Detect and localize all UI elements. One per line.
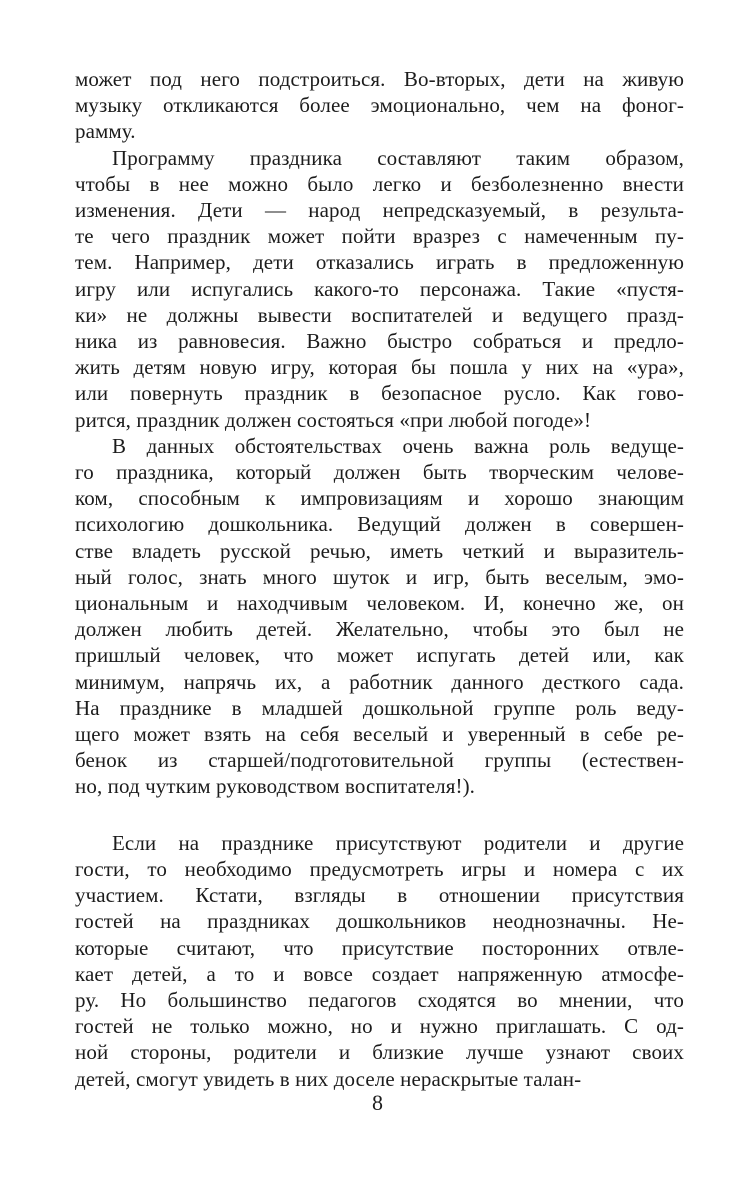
- text-line: рится, праздник должен состояться «при любой погоде»!: [75, 407, 592, 432]
- paragraph: [75, 66, 684, 145]
- text-line: может под него подстроиться. Во-вторых, дети на живую: [75, 67, 684, 91]
- text-line: ника из равновесия. Важно быстро собраться и предло-: [75, 329, 684, 354]
- text-line: гостей на праздниках дошкольников неоднозначны. Не-: [75, 909, 684, 934]
- text-line: или повернуть праздник в безопасное русло. Как гово-: [75, 381, 684, 406]
- text-line: музыку откликаются более эмоционально, чем на фоног-: [75, 93, 684, 118]
- text-line: детей, смогут увидеть в них доселе нераскрытые талан-: [75, 1066, 582, 1091]
- text-line: которые считают, что присутствие посторонних отвле-: [75, 935, 684, 960]
- text-line: бенок из старшей/подготовительной группы (естествен-: [75, 748, 684, 773]
- text-line: психологию дошкольника. Ведущий должен в совершен-: [75, 512, 684, 537]
- text-line: те чего праздник может пойти вразрез с намеченным пу-: [75, 224, 684, 249]
- text-line: ный голос, знать много шуток и игр, быть веселым, эмо-: [75, 564, 684, 589]
- text-line: Программу праздника составляют таким образом,: [112, 145, 684, 170]
- paragraph: [75, 145, 684, 433]
- text-line: участием. Кстати, взгляды в отношении присутствия: [75, 883, 684, 908]
- page-number: 8: [372, 1090, 383, 1115]
- text-line: чтобы в нее можно было легко и безболезненно внести: [75, 171, 684, 196]
- paragraph: [75, 433, 684, 800]
- text-line: гости, то необходимо предусмотреть игры и номера с их: [75, 856, 684, 881]
- text-line: кает детей, а то и вовсе создает напряженную атмосфе-: [75, 961, 684, 986]
- text-line: В данных обстоятельствах очень важна роль ведуще-: [112, 433, 684, 458]
- text-line: пришлый человек, что может испугать детей или, как: [75, 643, 684, 668]
- text-line: рамму.: [75, 119, 136, 144]
- text-line: гостей не только можно, но и нужно приглашать. С од-: [75, 1014, 684, 1039]
- text-line: щего может взять на себя веселый и уверенный в себе ре-: [75, 722, 684, 747]
- page-text: [75, 66, 684, 1092]
- text-line: ки» не должны вывести воспитателей и ведущего празд-: [75, 302, 684, 327]
- text-line: игру или испугались какого-то персонажа. Такие «пустя-: [75, 276, 684, 301]
- text-line: минимум, напрячь их, а работник данного десткого сада.: [75, 669, 684, 694]
- text-line: ком, способным к импровизациям и хорошо знающим: [75, 486, 684, 511]
- text-line: На празднике в младшей дошкольной группе роль веду-: [75, 695, 684, 720]
- text-line: но, под чутким руководством воспитателя!).: [75, 774, 476, 799]
- text-line: Если на празднике присутствуют родители и другие: [112, 830, 684, 855]
- text-line: жить детям новую игру, которая бы пошла у них на «ура»,: [75, 355, 684, 380]
- text-line: циональным и находчивым человеком. И, конечно же, он: [75, 591, 684, 616]
- text-line: ру. Но большинство педагогов сходятся во мнении, что: [75, 987, 684, 1012]
- text-line: тем. Например, дети отказались играть в предложенную: [75, 250, 684, 275]
- text-line: го праздника, который должен быть творческим челове-: [75, 460, 684, 485]
- paragraph: [75, 830, 684, 1092]
- text-line: изменения. Дети — народ непредсказуемый, в результа-: [75, 198, 684, 223]
- text-line: стве владеть русской речью, иметь четкий и выразитель-: [75, 538, 684, 563]
- text-line: должен любить детей. Желательно, чтобы это был не: [75, 617, 684, 642]
- text-line: ной стороны, родители и близкие лучше узнают своих: [75, 1040, 684, 1065]
